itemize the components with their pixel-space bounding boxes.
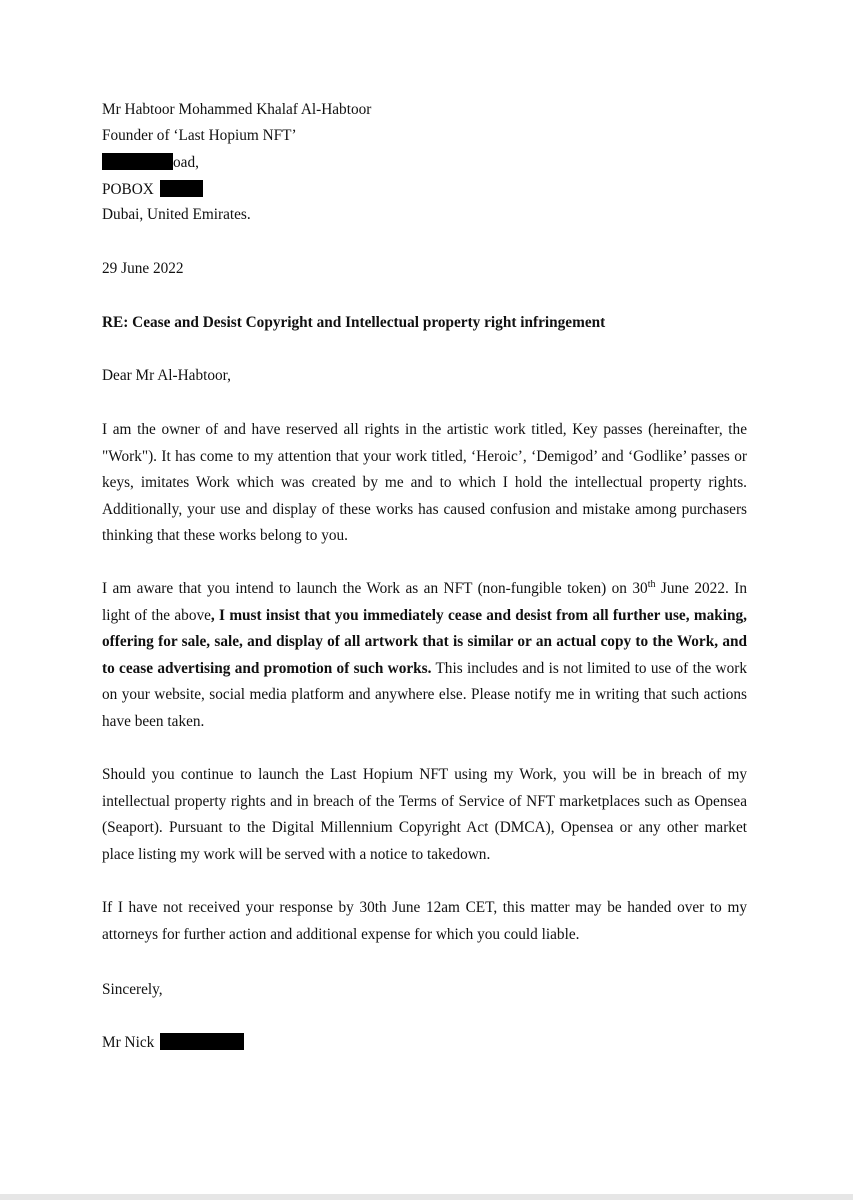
letter-subject: RE: Cease and Desist Copyright and Intellectual property right infringement	[102, 314, 606, 331]
paragraph-breach: Should you continue to launch the Last Hopium NFT using my Work, you will be in breach of my intellectual property rights and in breach of the Terms of Service of NFT marketplaces such as Opensea (Seaport). Pursuant to the Digital Millennium Copyright Act (DMCA), Opensea or any other market place listing my work will be served with a notice to takedown.	[102, 766, 747, 863]
recipient-name: Mr Habtoor Mohammed Khalaf Al-Habtoor	[102, 101, 372, 118]
signature-name: Mr Nick	[102, 1034, 155, 1051]
paragraph-ownership: I am the owner of and have reserved all rights in the artistic work titled, Key passes (hereinafter, the "Work"). It has come to my attention that your work titled, ‘Heroic’, ‘Demigod’ and ‘Godlike’ passes or keys, imitates Work which was created by me and to which I hold the intellectual property rights. Additionally, your use and display of these works has caused confusion and mistake among purchasers thinking that these works belong to you.	[102, 421, 747, 544]
paragraph-demand-text-1: I am aware that you intend to launch the Work as an NFT (non-fungible token) on 30	[102, 580, 648, 597]
page-bottom-edge	[0, 1194, 853, 1200]
paragraph-demand	[102, 576, 747, 735]
ordinal-suffix: th	[647, 579, 656, 590]
redaction-block	[160, 180, 203, 197]
closing: Sincerely,	[102, 981, 163, 998]
paragraph-deadline: If I have not received your response by 30th June 12am CET, this matter may be handed over to my attorneys for further action and additional expense for which you could liable.	[102, 899, 747, 943]
paragraph-demand-text-2: June 2022. In light of the above	[102, 580, 747, 624]
signature-line	[102, 1033, 244, 1052]
recipient-city: Dubai, United Emirates.	[102, 206, 251, 223]
recipient-address-line	[102, 153, 199, 172]
redaction-block	[102, 153, 173, 170]
redaction-block	[160, 1033, 244, 1050]
recipient-title: Founder of ‘Last Hopium NFT’	[102, 127, 297, 144]
letter-date: 29 June 2022	[102, 260, 184, 277]
address-suffix: oad,	[173, 154, 199, 171]
paragraph-demand-text-3: This includes and is not limited to use of the work on your website, social media platform and anywhere else. Please notify me in writing that such actions have been taken.	[102, 659, 747, 730]
pobox-label: POBOX	[102, 181, 154, 198]
recipient-pobox-line	[102, 180, 203, 199]
paragraph-demand-bold: , I must insist that you immediately cease and desist from all further use, making, offering for sale, sale, and display of all artwork that is similar or an actual copy to the Work, and to cease advertising and promotion of such works.	[102, 606, 747, 677]
salutation: Dear Mr Al-Habtoor,	[102, 367, 231, 384]
